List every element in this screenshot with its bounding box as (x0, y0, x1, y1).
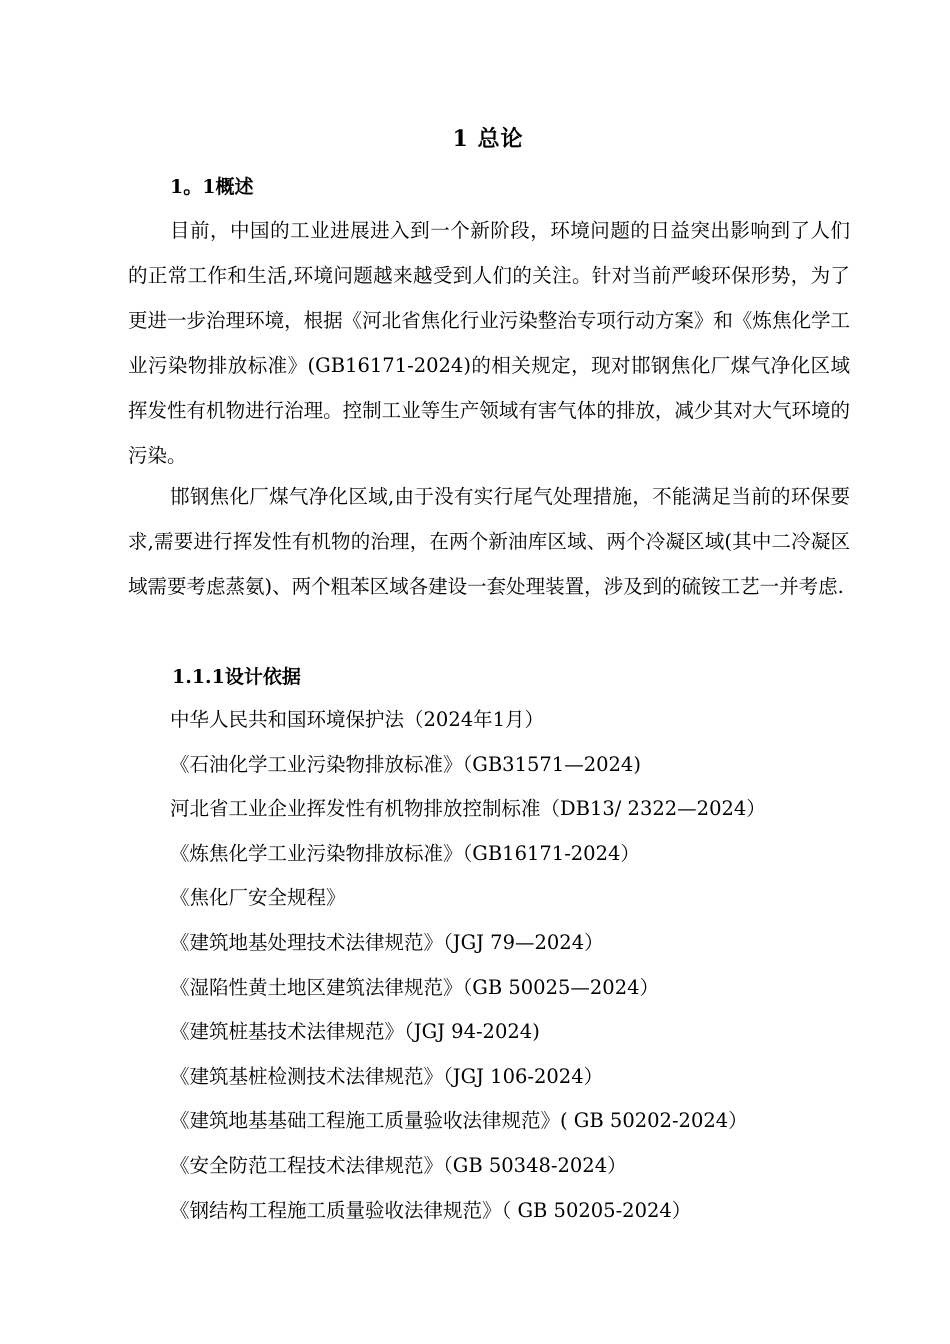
reference-item: 《石油化学工业污染物排放标准》（GB31571—2024) (170, 752, 641, 776)
reference-item: 《焦化厂安全规程》 (170, 886, 346, 910)
design-basis-reference-list (170, 698, 766, 1233)
reference-item: 《钢结构工程施工质量验收法律规范》（ GB 50205-2024） (170, 1198, 692, 1222)
reference-item: 《湿陷性黄土地区建筑法律规范》（GB 50025—2024） (170, 975, 660, 999)
reference-item: 河北省工业企业挥发性有机物排放控制标准（DB13/ 2322—2024） (170, 797, 766, 821)
reference-item: 中华人民共和国环境保护法（2024年1月） (170, 708, 545, 731)
reference-item: 《安全防范工程技术法律规范》（GB 50348-2024） (170, 1153, 627, 1177)
overview-paragraph-2: 邯钢焦化厂煤气净化区域,由于没有实行尾气处理措施，不能满足当前的环保要求,需要进行挥发性有机物的治理，在两个新油库区域、两个冷凝区域(其中二冷凝区域需要考虑蒸氨)、两个粗苯区域各建设一套处理装置，涉及到的硫铵工艺一并考虑. (128, 485, 850, 598)
overview-paragraph-1: 目前，中国的工业进展进入到一个新阶段，环境问题的日益突出影响到了人们的正常工作和生活,环境问题越来越受到人们的关注。针对当前严峻环保形势，为了更进一步治理环境，根据《河北省焦化行业污染整治专项行动方案》和《炼焦化学工业污染物排放标准》(GB16171-2024)的相关规定，现对邯钢焦化厂煤气净化区域挥发性有机物进行治理。控制工业等生产领域有害气体的排放，减少其对大气环境的污染。 (128, 219, 850, 467)
reference-item: 《建筑地基基础工程施工质量验收法律规范》( GB 50202-2024） (170, 1109, 748, 1133)
reference-item: 《建筑地基处理技术法律规范》（JGJ 79—2024） (170, 930, 604, 954)
section-heading-overview: 1。1概述 (170, 176, 254, 198)
reference-item: 《炼焦化学工业污染物排放标准》（GB16171-2024） (170, 841, 640, 865)
subsection-heading-design-basis: 1.1.1设计依据 (172, 666, 301, 688)
chapter-title: 1 总论 (452, 126, 524, 152)
reference-item: 《建筑基桩检测技术法律规范》（JGJ 106-2024） (170, 1064, 604, 1088)
reference-item: 《建筑桩基技术法律规范》（JGJ 94-2024) (170, 1020, 540, 1044)
